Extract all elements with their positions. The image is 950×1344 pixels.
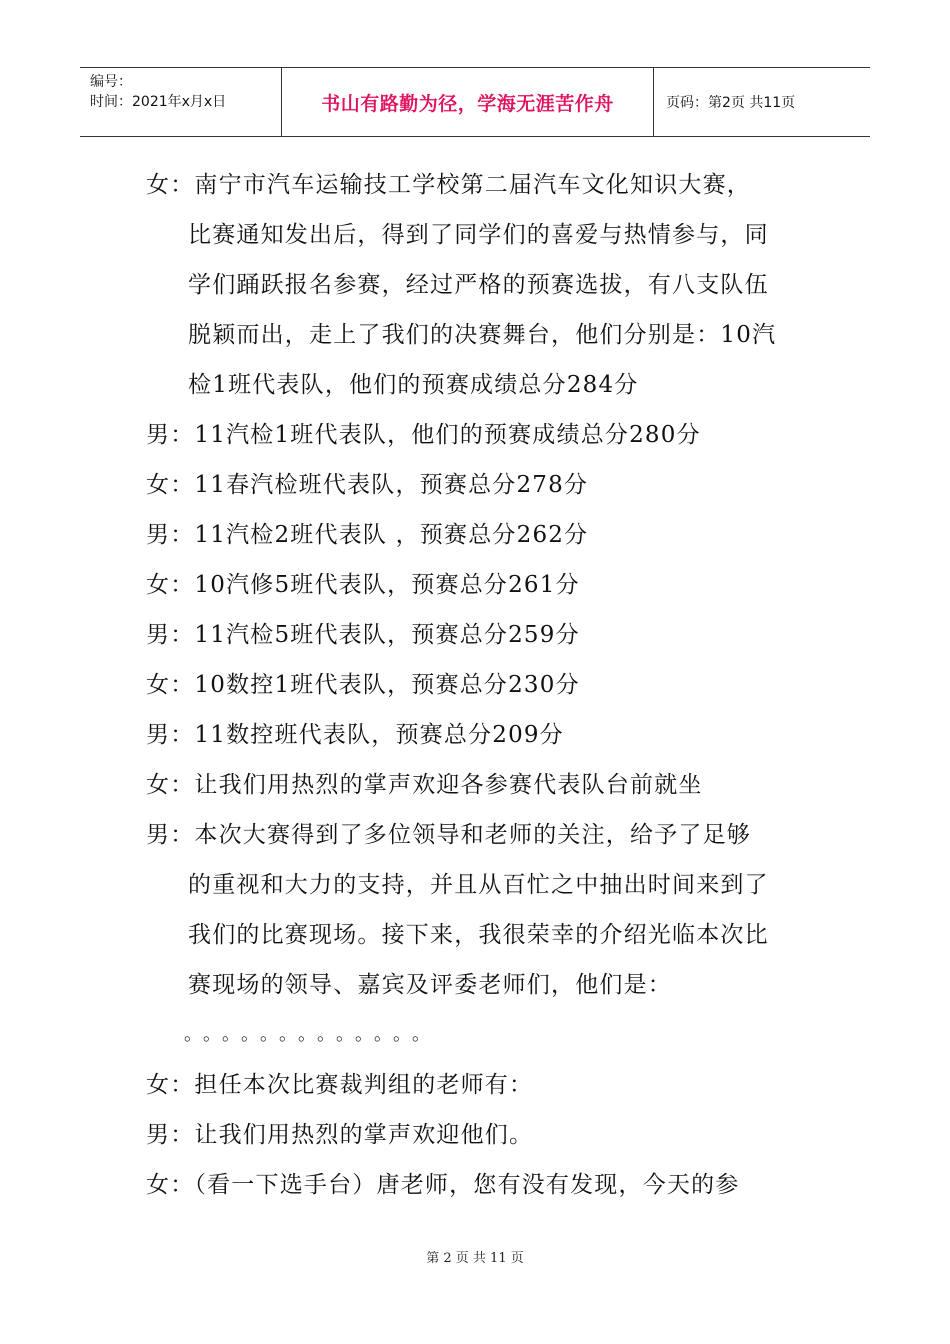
document-date-label: 时间：2021年x月x日 [90, 94, 227, 110]
header-motto-cell [282, 68, 654, 136]
dialogue-paragraph [146, 660, 826, 710]
text-line: 男：11数控班代表队，预赛总分209分 [146, 722, 564, 748]
text-line: 的重视和大力的支持，并且从百忙之中抽出时间来到了 [188, 872, 769, 898]
text-line: 女：10数控1班代表队，预赛总分230分 [146, 672, 580, 698]
header-page-cell [654, 68, 870, 136]
text-line: 男：11汽检1班代表队，他们的预赛成绩总分280分 [146, 422, 701, 448]
ellipsis-placeholder: 。。。。。。。。。。。。。 [184, 1024, 440, 1045]
text-line: 学们踊跃报名参赛，经过严格的预赛选拔，有八支队伍 [188, 272, 769, 298]
page-header [80, 67, 870, 137]
page-footer: 第 2 页 共 11 页 [426, 1251, 524, 1266]
dialogue-paragraph [146, 160, 826, 410]
dialogue-paragraph [146, 460, 826, 510]
text-line: 男：让我们用热烈的掌声欢迎他们。 [146, 1122, 534, 1148]
text-line: 赛现场的领导、嘉宾及评委老师们，他们是： [188, 972, 672, 998]
text-line: 女：担任本次比赛裁判组的老师有： [146, 1072, 534, 1098]
header-page-info: 页码：第2页 共11页 [666, 95, 796, 111]
dialogue-paragraph [146, 1060, 826, 1110]
document-number-label: 编号： [90, 74, 132, 90]
text-line: 检1班代表队，他们的预赛成绩总分284分 [188, 372, 639, 398]
dialogue-paragraph [146, 810, 826, 1010]
header-motto: 书山有路勤为径，学海无涯苦作舟 [321, 92, 614, 115]
text-line: 男：11汽检2班代表队 ，预赛总分262分 [146, 522, 589, 548]
text-line: 女：让我们用热烈的掌声欢迎各参赛代表队台前就坐 [146, 772, 703, 798]
document-body [146, 160, 826, 1210]
dialogue-paragraph [146, 610, 826, 660]
text-line: 女：（看一下选手台）唐老师，您有没有发现，今天的参 [146, 1172, 740, 1198]
header-meta [80, 68, 282, 136]
text-line: 比赛通知发出后，得到了同学们的喜爱与热情参与，同 [188, 222, 769, 248]
text-line: 脱颖而出，走上了我们的决赛舞台，他们分别是：10汽 [188, 322, 777, 348]
text-line: 女：南宁市汽车运输技工学校第二届汽车文化知识大赛， [146, 172, 751, 198]
dialogue-paragraph [146, 1160, 826, 1210]
dialogue-paragraph [146, 410, 826, 460]
dialogue-paragraph [146, 710, 826, 760]
text-line: 男：11汽检5班代表队，预赛总分259分 [146, 622, 580, 648]
text-line: 男：本次大赛得到了多位领导和老师的关注，给予了足够 [146, 822, 751, 848]
text-line: 女：11春汽检班代表队，预赛总分278分 [146, 472, 589, 498]
dialogue-paragraph [146, 560, 826, 610]
dialogue-paragraph [146, 760, 826, 810]
dialogue-paragraph [146, 1110, 826, 1160]
text-line: 我们的比赛现场。接下来，我很荣幸的介绍光临本次比 [188, 922, 769, 948]
text-line: 女：10汽修5班代表队，预赛总分261分 [146, 572, 580, 598]
dialogue-paragraph [146, 510, 826, 560]
